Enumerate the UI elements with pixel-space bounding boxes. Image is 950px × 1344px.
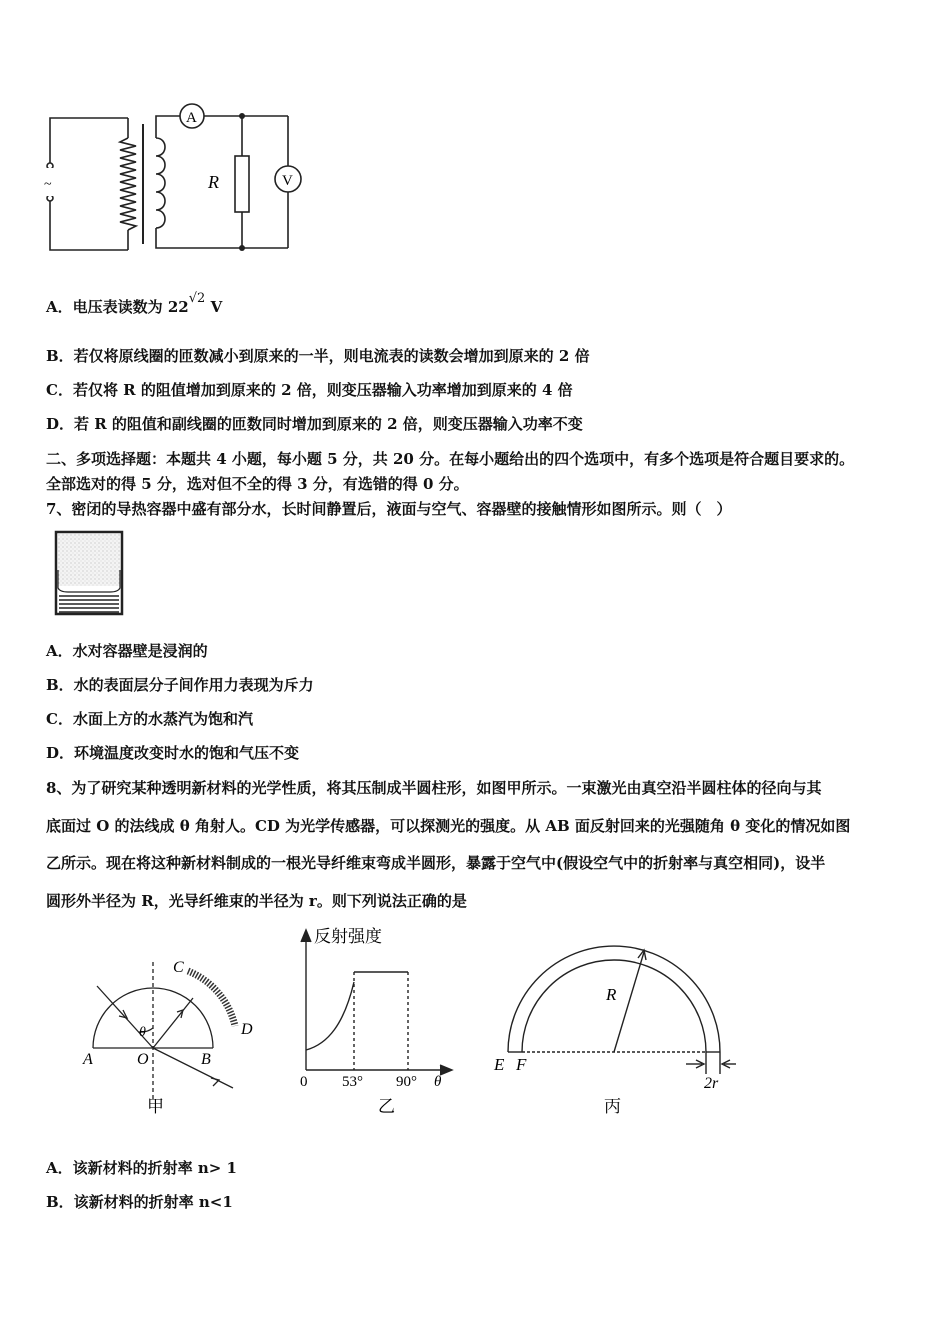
- figure-yi-chart: [288, 924, 458, 1120]
- section2-heading-line1: 二、多项选择题：本题共 4 小题，每小题 5 分，共 20 分。在每小题给出的四个选项中，有多个选项是符合题目要求的。: [46, 450, 855, 468]
- y-axis-label: 反射强度: [314, 927, 382, 946]
- ammeter-label: A: [186, 110, 197, 126]
- q8-option-a: A．该新材料的折射率 n> 1: [46, 1159, 237, 1177]
- q8-stem-line3: 乙所示。现在将这种新材料制成的一根光导纤维束弯成半圆形，暴露于空气中(假设空气中的折射率与真空相同)，设半: [46, 854, 826, 872]
- voltmeter-label: V: [282, 173, 293, 189]
- q6-option-c: C．若仅将 R 的阻值增加到原来的 2 倍，则变压器输入功率增加到原来的 4 倍: [46, 381, 573, 399]
- label-r-outer: R: [606, 985, 617, 1004]
- q7-option-b: B．水的表面层分子间作用力表现为斥力: [46, 676, 314, 694]
- q7-option-a: A．水对容器壁是浸润的: [46, 642, 208, 660]
- label-d: D: [241, 1021, 253, 1038]
- label-2r: 2r: [704, 1075, 719, 1092]
- label-theta: θ: [139, 1025, 146, 1040]
- q6-option-b: B．若仅将原线圈的匝数减小到原来的一半，则电流表的读数会增加到原来的 2 倍: [46, 347, 590, 365]
- tick-0: 0: [300, 1074, 308, 1090]
- transformer-circuit-figure: [40, 98, 310, 258]
- q6-option-a-radical: 2: [197, 291, 206, 306]
- label-c: C: [173, 959, 184, 976]
- label-o: O: [137, 1051, 149, 1068]
- section2-heading-line2: 全部选对的得 5 分，选对但不全的得 3 分，有选错的得 0 分。: [46, 475, 469, 493]
- caption-jia: 甲: [147, 1097, 164, 1116]
- caption-bing: 丙: [604, 1097, 621, 1116]
- q8-stem-line1: 8、为了研究某种透明新材料的光学性质，将其压制成半圆柱形，如图甲所示。一束激光由真空沿半圆柱体的径向与其: [46, 779, 822, 797]
- q6-option-a-text: A．电压表读数为 22: [46, 298, 189, 316]
- q7-stem: 7、密闭的导热容器中盛有部分水，长时间静置后，液面与空气、容器壁的接触情形如图所示。则（ ）: [46, 500, 732, 518]
- figure-bing-fiber: [490, 924, 740, 1120]
- figure-jia-semicylinder: [75, 950, 265, 1120]
- q8-option-b: B．该新材料的折射率 n<1: [46, 1193, 233, 1211]
- label-a: A: [83, 1051, 93, 1068]
- x-axis-label: θ: [434, 1074, 442, 1090]
- label-f: F: [516, 1055, 527, 1074]
- q6-option-d: D．若 R 的阻值和副线圈的匝数同时增加到原来的 2 倍，则变压器输入功率不变: [46, 415, 583, 433]
- label-e: E: [494, 1055, 505, 1074]
- q7-option-c: C．水面上方的水蒸汽为饱和汽: [46, 710, 253, 728]
- q8-stem-line2: 底面过 O 的法线成 θ 角射人。CD 为光学传感器，可以探测光的强度。从 AB 面反射回来的光强随角 θ 变化的情况如图: [46, 817, 851, 835]
- q7-option-d: D．环境温度改变时水的饱和气压不变: [46, 744, 300, 762]
- caption-yi: 乙: [378, 1097, 395, 1116]
- tick-90: 90°: [396, 1074, 417, 1090]
- resistor-label: R: [208, 172, 219, 192]
- container-water-figure: [54, 530, 124, 616]
- q6-option-a-unit: V: [210, 298, 223, 316]
- q8-stem-line4: 圆形外半径为 R，光导纤维束的半径为 r。则下列说法正确的是: [46, 892, 467, 910]
- q6-option-a: A．电压表读数为 22√2 V: [46, 291, 223, 316]
- label-b: B: [201, 1051, 211, 1068]
- ac-source-symbol: ~: [44, 177, 52, 192]
- intensity-curve: [306, 982, 354, 1050]
- tick-53: 53°: [342, 1074, 363, 1090]
